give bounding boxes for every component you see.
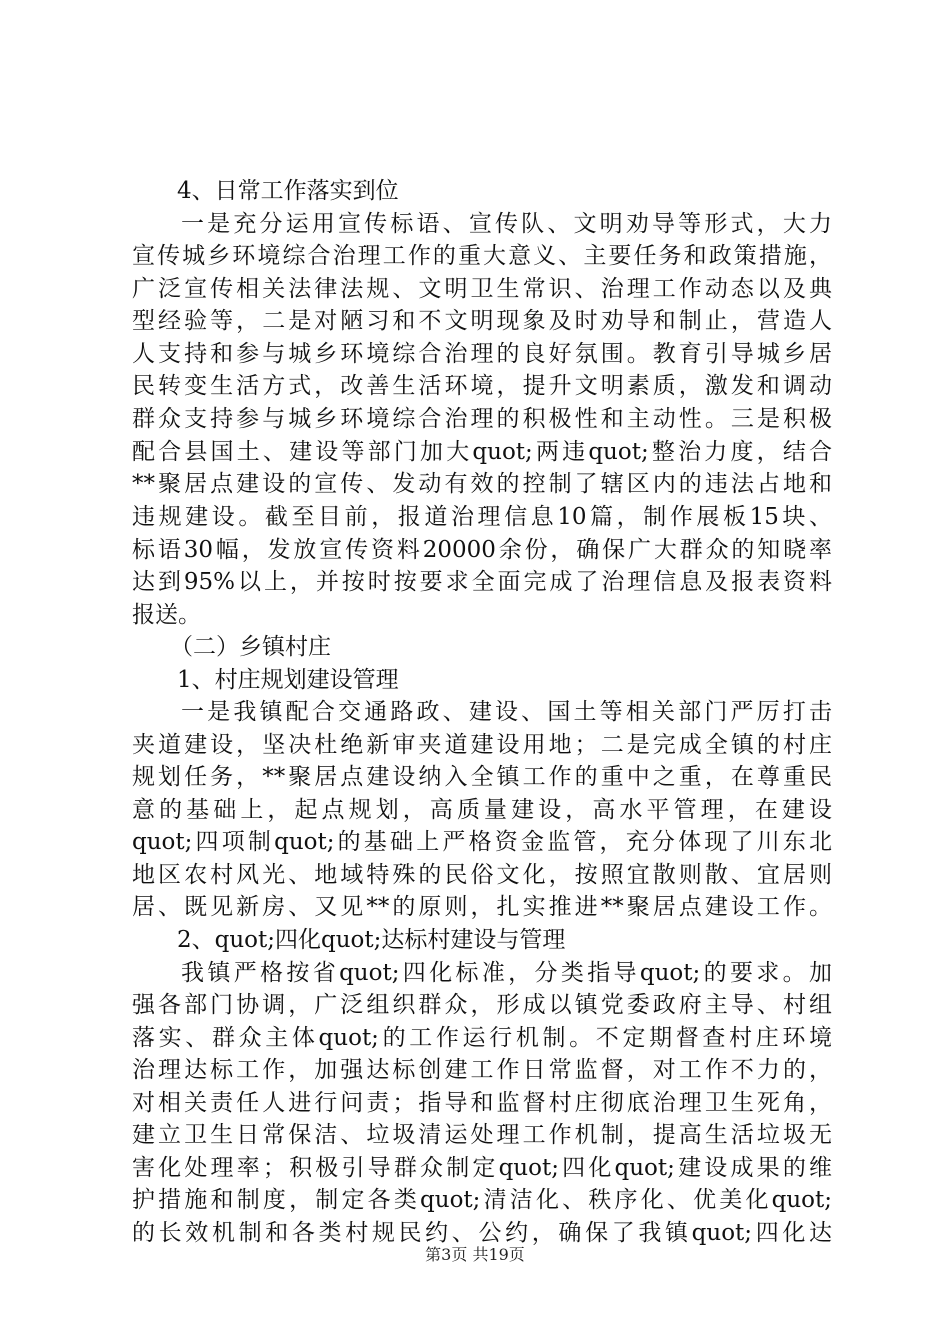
section-heading-villages: （二）乡镇村庄 [170, 634, 331, 660]
paragraph-line: 害化处理率；积极引导群众制定quot;四化quot;建设成果的维 [132, 1155, 832, 1181]
paragraph-line: 落实、群众主体quot;的工作运行机制。不定期督查村庄环境 [132, 1025, 832, 1051]
paragraph-line: 居、既见新房、又见**的原则，扎实推进**聚居点建设工作。 [132, 894, 832, 920]
heading-four-standards: 2、quot;四化quot;达标村建设与管理 [177, 927, 566, 953]
paragraph-line: 意的基础上，起点规划，高质量建设，高水平管理，在建设 [132, 797, 832, 823]
paragraph-line: 的长效机制和各类村规民约、公约，确保了我镇quot;四化达 [132, 1220, 832, 1246]
paragraph-line: 报送。 [132, 602, 201, 628]
paragraph-line: 型经验等，二是对陋习和不文明现象及时劝导和制止，营造人 [132, 308, 832, 334]
paragraph-line: 民转变生活方式，改善生活环境，提升文明素质，激发和调动 [132, 373, 832, 399]
paragraph-line: 对相关责任人进行问责；指导和监督村庄彻底治理卫生死角， [132, 1090, 832, 1116]
paragraph-line: 宣传城乡环境综合治理工作的重大意义、主要任务和政策措施， [132, 243, 832, 269]
paragraph-line: quot;四项制quot;的基础上严格资金监管，充分体现了川东北 [132, 829, 832, 855]
heading-daily-work: 4、日常工作落实到位 [177, 178, 399, 204]
paragraph-line: 地区农村风光、地域特殊的民俗文化，按照宜散则散、宜居则 [132, 862, 832, 888]
paragraph-line: 建立卫生日常保洁、垃圾清运处理工作机制，提高生活垃圾无 [132, 1122, 832, 1148]
page-footer: 第3页 共19页 [425, 1245, 525, 1264]
paragraph-line: 我镇严格按省quot;四化标准，分类指导quot;的要求。加 [181, 960, 832, 986]
paragraph-line: 标语30幅，发放宣传资料20000余份，确保广大群众的知晓率 [132, 537, 832, 563]
paragraph-line: 群众支持参与城乡环境综合治理的积极性和主动性。三是积极 [132, 406, 832, 432]
paragraph-line: 广泛宣传相关法律法规、文明卫生常识、治理工作动态以及典 [132, 276, 832, 302]
paragraph-line: **聚居点建设的宣传、发动有效的控制了辖区内的违法占地和 [132, 471, 832, 497]
paragraph-line: 人支持和参与城乡环境综合治理的良好氛围。教育引导城乡居 [132, 341, 832, 367]
paragraph-line: 违规建设。截至目前，报道治理信息10篇，制作展板15块、 [132, 504, 832, 530]
paragraph-line: 强各部门协调，广泛组织群众，形成以镇党委政府主导、村组 [132, 992, 832, 1018]
paragraph-line: 治理达标工作，加强达标创建工作日常监督，对工作不力的， [132, 1057, 832, 1083]
paragraph-line: 夹道建设，坚决杜绝新审夹道建设用地；二是完成全镇的村庄 [132, 732, 832, 758]
paragraph-line: 规划任务，**聚居点建设纳入全镇工作的重中之重，在尊重民 [132, 764, 832, 790]
paragraph-line: 达到95%以上，并按时按要求全面完成了治理信息及报表资料 [132, 569, 832, 595]
heading-village-planning: 1、村庄规划建设管理 [177, 667, 399, 693]
paragraph-line: 配合县国土、建设等部门加大quot;两违quot;整治力度，结合 [132, 439, 832, 465]
paragraph-line: 一是我镇配合交通路政、建设、国土等相关部门严厉打击 [181, 699, 832, 725]
paragraph-line: 护措施和制度，制定各类quot;清洁化、秩序化、优美化quot; [132, 1187, 832, 1213]
paragraph-line: 一是充分运用宣传标语、宣传队、文明劝导等形式，大力 [181, 211, 832, 237]
